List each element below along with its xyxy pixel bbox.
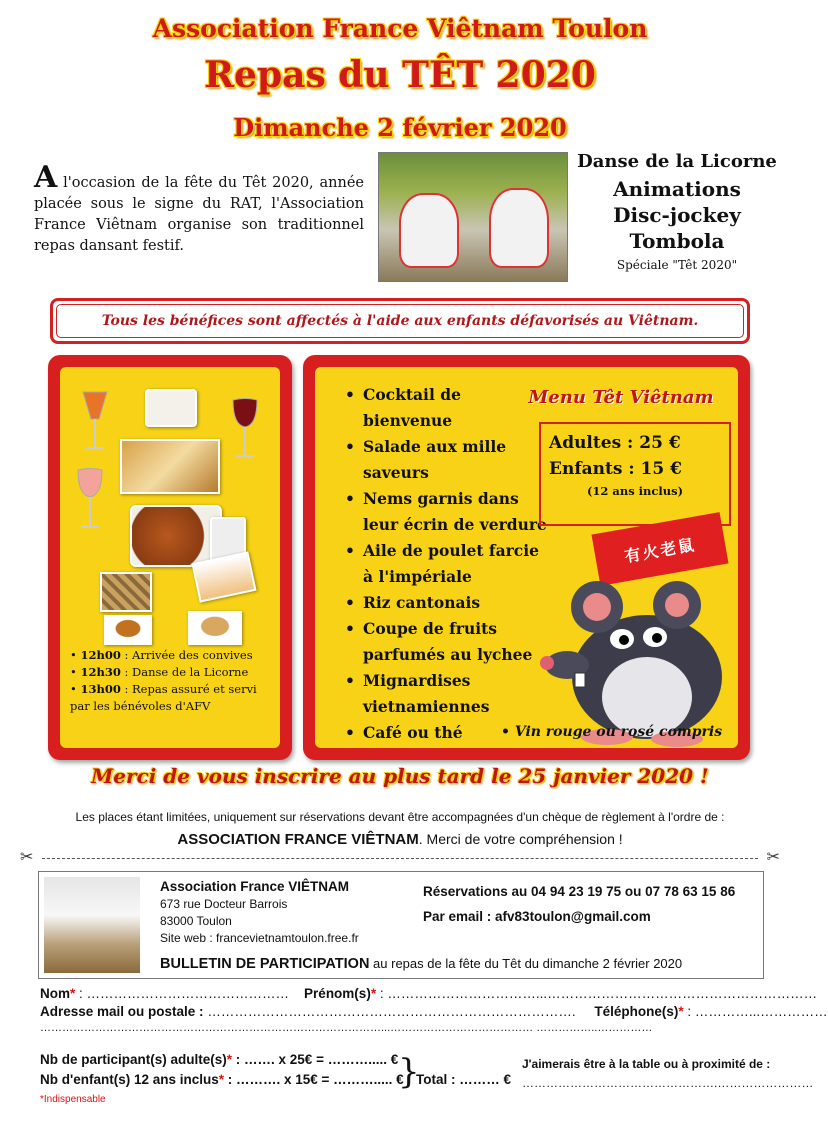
rat-flag: 有火老鼠 [591,512,728,586]
lion-figure [399,193,459,268]
cocktail-glass-icon [80,389,110,454]
menu-item: • Coupe de fruits parfumés au lychee [343,616,553,668]
price-note: (12 ans inclus) [586,484,684,498]
menu-item: • Salade aux mille saveurs [343,434,553,486]
rat-illustration-icon [527,577,732,747]
schedule-item: • 12h30 : Danse de la Licorne [70,664,280,681]
table-preference-label: J'aimerais être à la table ou à proximité de : [522,1057,771,1071]
reservation-email: Par email : afv83toulon@gmail.com [423,909,651,924]
required-note: *Indispensable [40,1094,106,1105]
schedule-item: • 13h00 : Repas assuré et servi par les bénévoles d'AFV [70,681,280,715]
menu-list [343,382,553,746]
address-field-line[interactable]: Adresse mail ou postale : ………………………………………………………………………. Téléphone(s)* : …………...…………… [40,1004,828,1019]
nom-field[interactable]: : ……………………………………… [75,986,290,1001]
price-adult: Adultes : 25 € [549,433,681,453]
header-event-date: Dimanche 2 février 2020 [233,113,567,142]
phone-field[interactable]: : …………...…………… [683,1004,828,1019]
adults-label: Nb de participant(s) adulte(s) [40,1052,227,1067]
coffee-cup-photo [188,611,242,645]
rose-wine-glass-icon [75,467,105,532]
address-field[interactable]: ………………………………………………………………………. [203,1004,576,1019]
address-street: 673 rue Docteur Barrois [160,897,288,911]
prenom-label: Prénom(s) [304,986,371,1001]
payee-name: ASSOCIATION FRANCE VIÊTNAM [177,831,419,848]
children-label: Nb d'enfant(s) 12 ans inclus [40,1072,219,1087]
activity-special: Spéciale "Têt 2020" [616,258,738,272]
table-preference-field[interactable]: ………………………………………….…………………… [522,1076,814,1090]
intro-paragraph [34,160,364,257]
schedule-item: • 12h00 : Arrivée des convives [70,647,280,664]
food-panel-inner [60,367,280,748]
benefits-banner [50,298,750,344]
activity-item: Animations [613,177,741,201]
phone-label: Téléphone(s) [594,1004,679,1019]
red-wine-glass-icon [230,397,260,462]
activity-item: Tombola [629,229,725,253]
bulletin-title: BULLETIN DE PARTICIPATION au repas de la fête du Têt du dimanche 2 février 2020 [160,956,683,972]
menu-item: • Café ou thé [343,720,553,746]
header-association: Association France Viêtnam Toulon [152,14,648,43]
intro-text: l'occasion de la fête du Têt 2020, année placée sous le signe du RAT, l'Association France Viêtnam organise son traditionnel repas dansant festif. [34,175,364,254]
benefits-text: Tous les bénéfices sont affectés à l'aide aux enfants défavorisés au Viêtnam. [56,304,744,338]
adults-field[interactable]: : ……. x 25€ = ………..... € [232,1052,399,1067]
dashed-divider [42,858,758,859]
children-count-line[interactable]: Nb d'enfant(s) 12 ans inclus* : ………. x 15€ = ………..... € [40,1072,404,1087]
schedule-list [70,647,280,715]
menu-item: • Nems garnis dans leur écrin de verdure [343,486,553,538]
website: Site web : francevietnamtoulon.free.fr [160,931,359,945]
price-child: Enfants : 15 € [549,459,682,479]
address-field-line-2[interactable]: …………………………………………………………………………………...………………………………… ……………..…………… [40,1022,653,1034]
intro-drop-cap: A [34,160,58,195]
spring-rolls-photo [120,439,220,494]
association-address [160,878,359,947]
activity-item: Danse de la Licorne [577,151,777,172]
reservation-phone: Réservations au 04 94 23 19 75 ou 07 78 63 15 86 [423,884,736,899]
prenom-field[interactable]: : ……………………………...…………………………………………………… [376,986,818,1001]
lion-dance-photo [378,152,568,282]
registration-deadline: Merci de vous inscrire au plus tard le 25 janvier 2020 ! [91,764,709,788]
price-box [539,422,731,526]
menu-panel [303,355,750,760]
menu-item: • Aile de poulet farcie à l'impériale [343,538,553,590]
rice-cakes-photo [145,389,197,427]
adults-count-line[interactable]: Nb de participant(s) adulte(s)* : ……. x 25€ = ………..... € [40,1052,399,1067]
nom-label: Nom [40,986,70,1001]
brace-symbol: } [398,1052,420,1092]
cut-line [20,847,780,866]
places-notice: Les places étant limitées, uniquement sur réservations devant être accompagnées d'un chèque de règlement à l'ordre de : [75,810,725,824]
lion-dance-photo-small [44,877,140,973]
address-city: 83000 Toulon [160,914,232,928]
address-label: Adresse mail ou postale : [40,1004,204,1019]
menu-item: • Cocktail de bienvenue [343,382,553,434]
total-field[interactable]: Total : ……… € [416,1072,512,1087]
scissors-icon: ✂ [20,847,34,866]
reservation-contact [423,879,735,929]
association-name: Association France VIÊTNAM [160,879,350,894]
menu-item: • Mignardises vietnamiennes [343,668,553,720]
scissors-icon: ✂ [766,847,780,866]
food-panel [48,355,292,760]
wine-included: • Vin rouge ou rosé compris [501,724,723,740]
tea-cup-photo [104,615,152,645]
lion-figure [489,188,549,268]
children-field[interactable]: : ………. x 15€ = ………..... € [224,1072,404,1087]
menu-panel-inner [315,367,738,748]
name-field-line[interactable]: Nom* : ……………………………………… Prénom(s)* : ……………………………...…………………………………………………… [40,986,818,1001]
menu-item: • Riz cantonais [343,590,553,616]
cheque-payee: ASSOCIATION FRANCE VIÊTNAM. Merci de votre compréhension ! [177,831,623,848]
activity-item: Disc-jockey [613,203,741,227]
header-event-title: Repas du TÊT 2020 [204,54,596,96]
sesame-bars-photo [100,572,152,612]
menu-title: Menu Têt Viêtnam [528,387,714,408]
activities-list [572,148,782,272]
chicken-wing-photo [130,505,222,567]
